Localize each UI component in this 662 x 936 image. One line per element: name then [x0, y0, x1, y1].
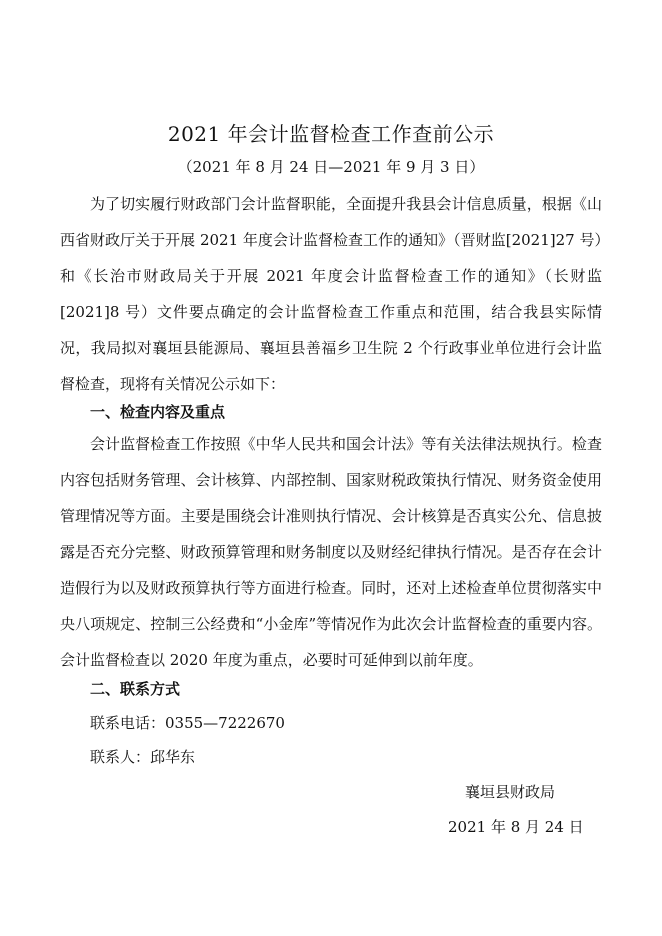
contact-person: 联系人：邱华东 — [90, 748, 196, 766]
intro-paragraph-block — [60, 186, 602, 402]
signature-date: 2021 年 8 月 24 日 — [448, 818, 584, 836]
document-title: 2021 年会计监督检查工作查前公示 — [167, 122, 495, 146]
section-1-paragraph: 会计监督检查工作按照《中华人民共和国会计法》等有关法律法规执行。检查内容包括财务管理、会计核算、内部控制、国家财税政策执行情况、财务资金使用管理情况等方面。主要是围绕会计准则执行情况、会计核算是否真实公允、信息披露是否充分完整、财政预算管理和财务制度以及财经纪律执行情况。是否存在会计造假行为以及财政预算执行等方面进行检查。同时，还对上述检查单位贯彻落实中央八项规定、控制三公经费和“小金库”等情况作为此次会计监督检查的重要内容。会计监督检查以 2020 年度为重点，必要时可延伸到以前年度。 — [60, 435, 602, 669]
contact-phone: 联系电话：0355—7222670 — [90, 714, 285, 732]
section-1-heading: 一、检查内容及重点 — [90, 403, 226, 421]
section-1-paragraph-block — [60, 426, 602, 678]
section-2-heading: 二、联系方式 — [90, 680, 181, 698]
signature-organization: 襄垣县财政局 — [465, 783, 556, 801]
document-date-range: （2021 年 8 月 24 日—2021 年 9 月 3 日） — [177, 158, 485, 176]
intro-paragraph: 为了切实履行财政部门会计监督职能，全面提升我县会计信息质量，根据《山西省财政厅关于开展 2021 年度会计监督检查工作的通知》（晋财监[2021]27 号）和《长治市财政局关于开展 2021 年度会计监督检查工作的通知》（长财监[2021]8 号）文件要点确定的会计监督检查工作重点和范围，结合我县实际情况，我局拟对襄垣县能源局、襄垣县善福乡卫生院 2 个行政事业单位进行会计监督检查，现将有关情况公示如下： — [60, 195, 602, 393]
